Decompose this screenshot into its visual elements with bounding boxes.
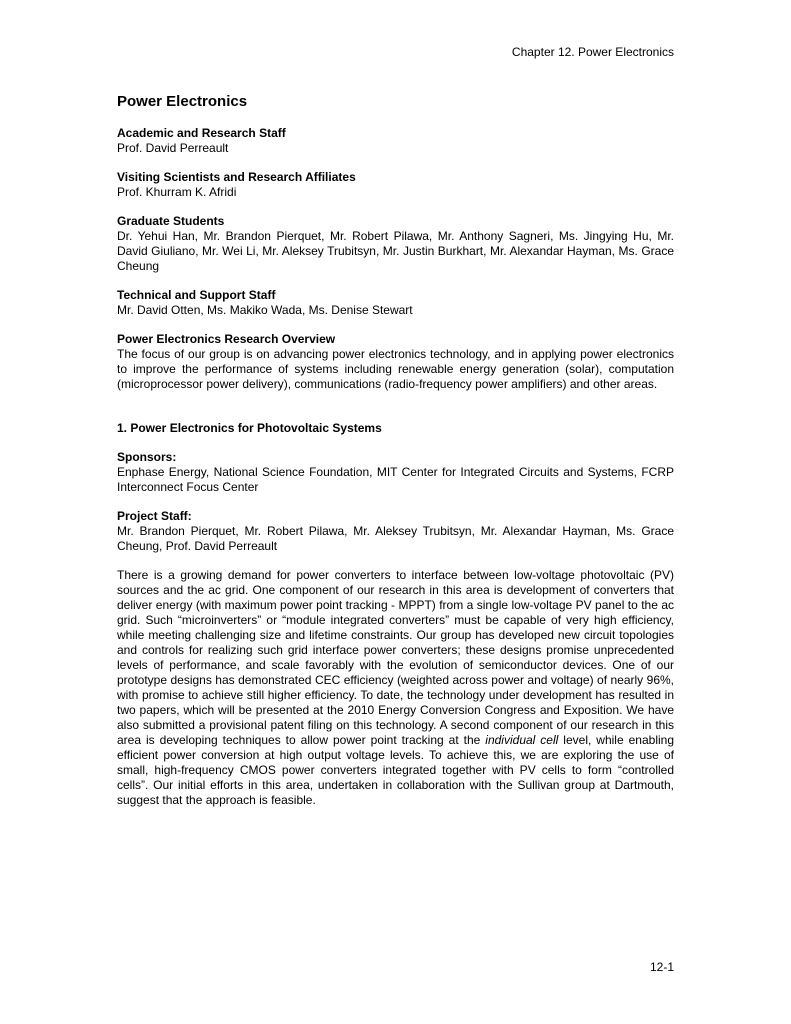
visiting-names: Prof. Khurram K. Afridi bbox=[117, 185, 237, 199]
body-emphasis: individual cell bbox=[485, 733, 559, 747]
visiting-section bbox=[117, 170, 674, 200]
project-staff-section bbox=[117, 509, 674, 554]
graduate-names: Dr. Yehui Han, Mr. Brandon Pierquet, Mr. Robert Pilawa, Mr. Anthony Sagneri, Ms. Jingying Hu, Mr. David Giuliano, Mr. Wei Li, Mr. Aleksey Trubitsyn, Mr. Justin Burkhart, Mr. Alexandar Hayman, Ms. Grace Cheung bbox=[117, 229, 674, 273]
body-text-part2: level, while enabling efficient power conversion at high output voltage levels. To achieve this, we are exploring the use of small, high-frequency CMOS power converters integrated together with PV cells to form “controlled cells”. Our initial efforts in this area, undertaken in collaboration with the Sullivan group at Dartmouth, suggest that the approach is feasible. bbox=[117, 733, 674, 807]
page-number: 12-1 bbox=[649, 960, 674, 974]
page-title: Power Electronics bbox=[117, 93, 248, 110]
graduate-heading: Graduate Students bbox=[117, 214, 225, 228]
sponsors-section bbox=[117, 450, 674, 495]
chapter-header: Chapter 12. Power Electronics bbox=[511, 45, 674, 59]
section1-body-paragraph bbox=[117, 568, 674, 808]
graduate-section bbox=[117, 214, 674, 274]
academic-staff-names: Prof. David Perreault bbox=[117, 141, 229, 155]
sponsors-heading: Sponsors: bbox=[117, 450, 177, 464]
technical-names: Mr. David Otten, Ms. Makiko Wada, Ms. Denise Stewart bbox=[117, 303, 413, 317]
section1-heading: 1. Power Electronics for Photovoltaic Systems bbox=[117, 421, 382, 435]
project-staff-heading: Project Staff: bbox=[117, 509, 192, 523]
academic-staff-heading: Academic and Research Staff bbox=[117, 126, 286, 140]
project-staff-names: Mr. Brandon Pierquet, Mr. Robert Pilawa, Mr. Aleksey Trubitsyn, Mr. Alexandar Hayman, Ms. Grace Cheung, Prof. David Perreault bbox=[117, 524, 674, 553]
overview-section bbox=[117, 332, 674, 392]
section1-heading-block bbox=[117, 421, 674, 436]
technical-heading: Technical and Support Staff bbox=[117, 288, 276, 302]
sponsors-list: Enphase Energy, National Science Foundation, MIT Center for Integrated Circuits and Systems, FCRP Interconnect Focus Center bbox=[117, 465, 674, 494]
body-text-part1: There is a growing demand for power converters to interface between low-voltage photovoltaic (PV) sources and the ac grid. One component of our research in this area is development of converters that deliver energy (with maximum power point tracking - MPPT) from a single low-voltage PV panel to the ac grid. Such “microinverters” or “module integrated converters” must be capable of very high efficiency, while meeting challenging size and lifetime constraints. Our group has developed new circuit topologies and controls for realizing such grid interface power converters; these designs promise unprecedented levels of performance, and scale favorably with the evolution of semiconductor devices. One of our prototype designs has demonstrated CEC efficiency (weighted across power and voltage) of nearly 96%, with promise to achieve still higher efficiency. To date, the technology under development has resulted in two papers, which will be presented at the 2010 Energy Conversion Congress and Exposition. We have also submitted a provisional patent filing on this technology. A second component of our research in this area is developing techniques to allow power point tracking at the bbox=[117, 568, 674, 747]
visiting-heading: Visiting Scientists and Research Affiliates bbox=[117, 170, 356, 184]
overview-heading: Power Electronics Research Overview bbox=[117, 332, 336, 346]
page-content bbox=[117, 92, 674, 808]
academic-staff-section bbox=[117, 126, 674, 156]
technical-section bbox=[117, 288, 674, 318]
overview-paragraph: The focus of our group is on advancing power electronics technology, and in applying power electronics to improve the performance of systems including renewable energy generation (solar), computation (microprocessor power delivery), communications (radio-frequency power amplifiers) and other areas. bbox=[117, 347, 674, 391]
